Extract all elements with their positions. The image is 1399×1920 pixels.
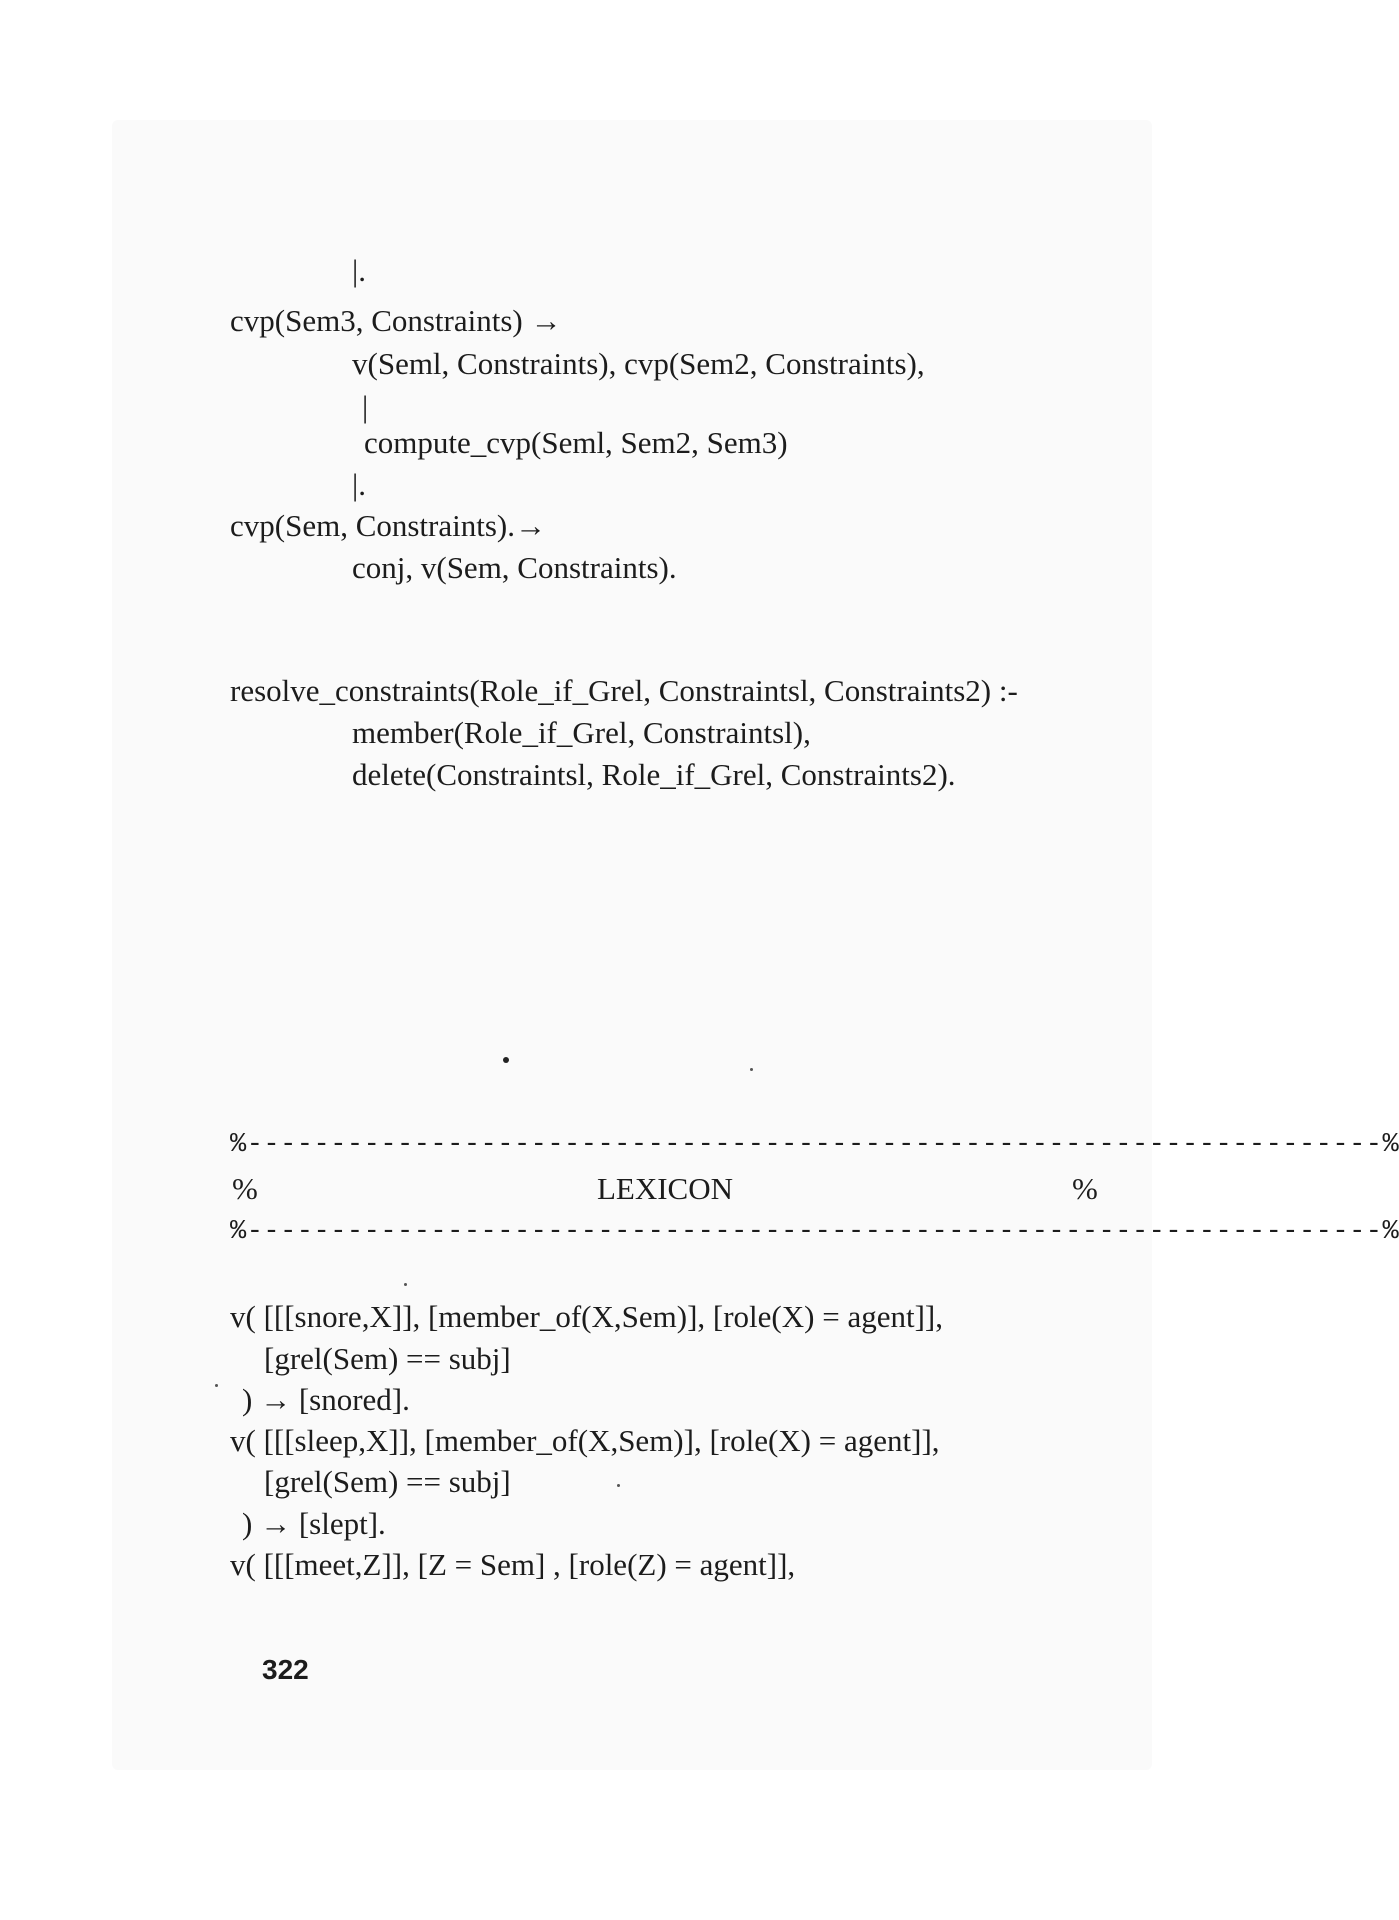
code-line: v(Seml, Constraints), cvp(Sem2, Constraints), xyxy=(352,346,925,381)
scan-speck xyxy=(215,1384,218,1387)
code-line: v( [[[sleep,X]], [member_of(X,Sem)], [role(X) = agent]], xyxy=(230,1423,940,1458)
comment-rule-top: %--------------------------------------------------------------------% xyxy=(230,1130,1399,1160)
page-number: 322 xyxy=(262,1654,309,1685)
scan-speck xyxy=(750,1068,753,1071)
code-line: v( [[[meet,Z]], [Z = Sem] , [role(Z) = agent]], xyxy=(230,1547,796,1582)
code-line: |. xyxy=(352,467,366,502)
code-line: resolve_constraints(Role_if_Grel, Constraintsl, Constraints2) :- xyxy=(230,673,1018,708)
code-line: cvp(Sem3, Constraints) → xyxy=(230,303,562,338)
code-line: | xyxy=(362,389,369,424)
code-line: [grel(Sem) == subj] xyxy=(264,1341,511,1376)
section-title: LEXICON xyxy=(596,1171,734,1206)
code-line: ) → [slept]. xyxy=(242,1506,386,1541)
comment-left-mark: % xyxy=(232,1171,258,1206)
code-line: conj, v(Sem, Constraints). xyxy=(352,550,677,585)
code-line: member(Role_if_Grel, Constraintsl), xyxy=(352,715,811,750)
code-line: ) → [snored]. xyxy=(242,1382,410,1417)
code-line: cvp(Sem, Constraints).→ xyxy=(230,508,546,543)
scan-speck xyxy=(404,1283,407,1286)
code-line: [grel(Sem) == subj] xyxy=(264,1464,511,1499)
code-line: v( [[[snore,X]], [member_of(X,Sem)], [role(X) = agent]], xyxy=(230,1299,943,1334)
comment-rule-bottom: %--------------------------------------------------------------------% xyxy=(230,1217,1399,1247)
scan-speck xyxy=(617,1484,620,1487)
scan-speck xyxy=(503,1057,509,1063)
code-line: compute_cvp(Seml, Sem2, Sem3) xyxy=(364,425,788,460)
code-line: delete(Constraintsl, Role_if_Grel, Constraints2). xyxy=(352,757,956,792)
code-line: |. xyxy=(352,253,366,288)
comment-right-mark: % xyxy=(1072,1171,1098,1206)
